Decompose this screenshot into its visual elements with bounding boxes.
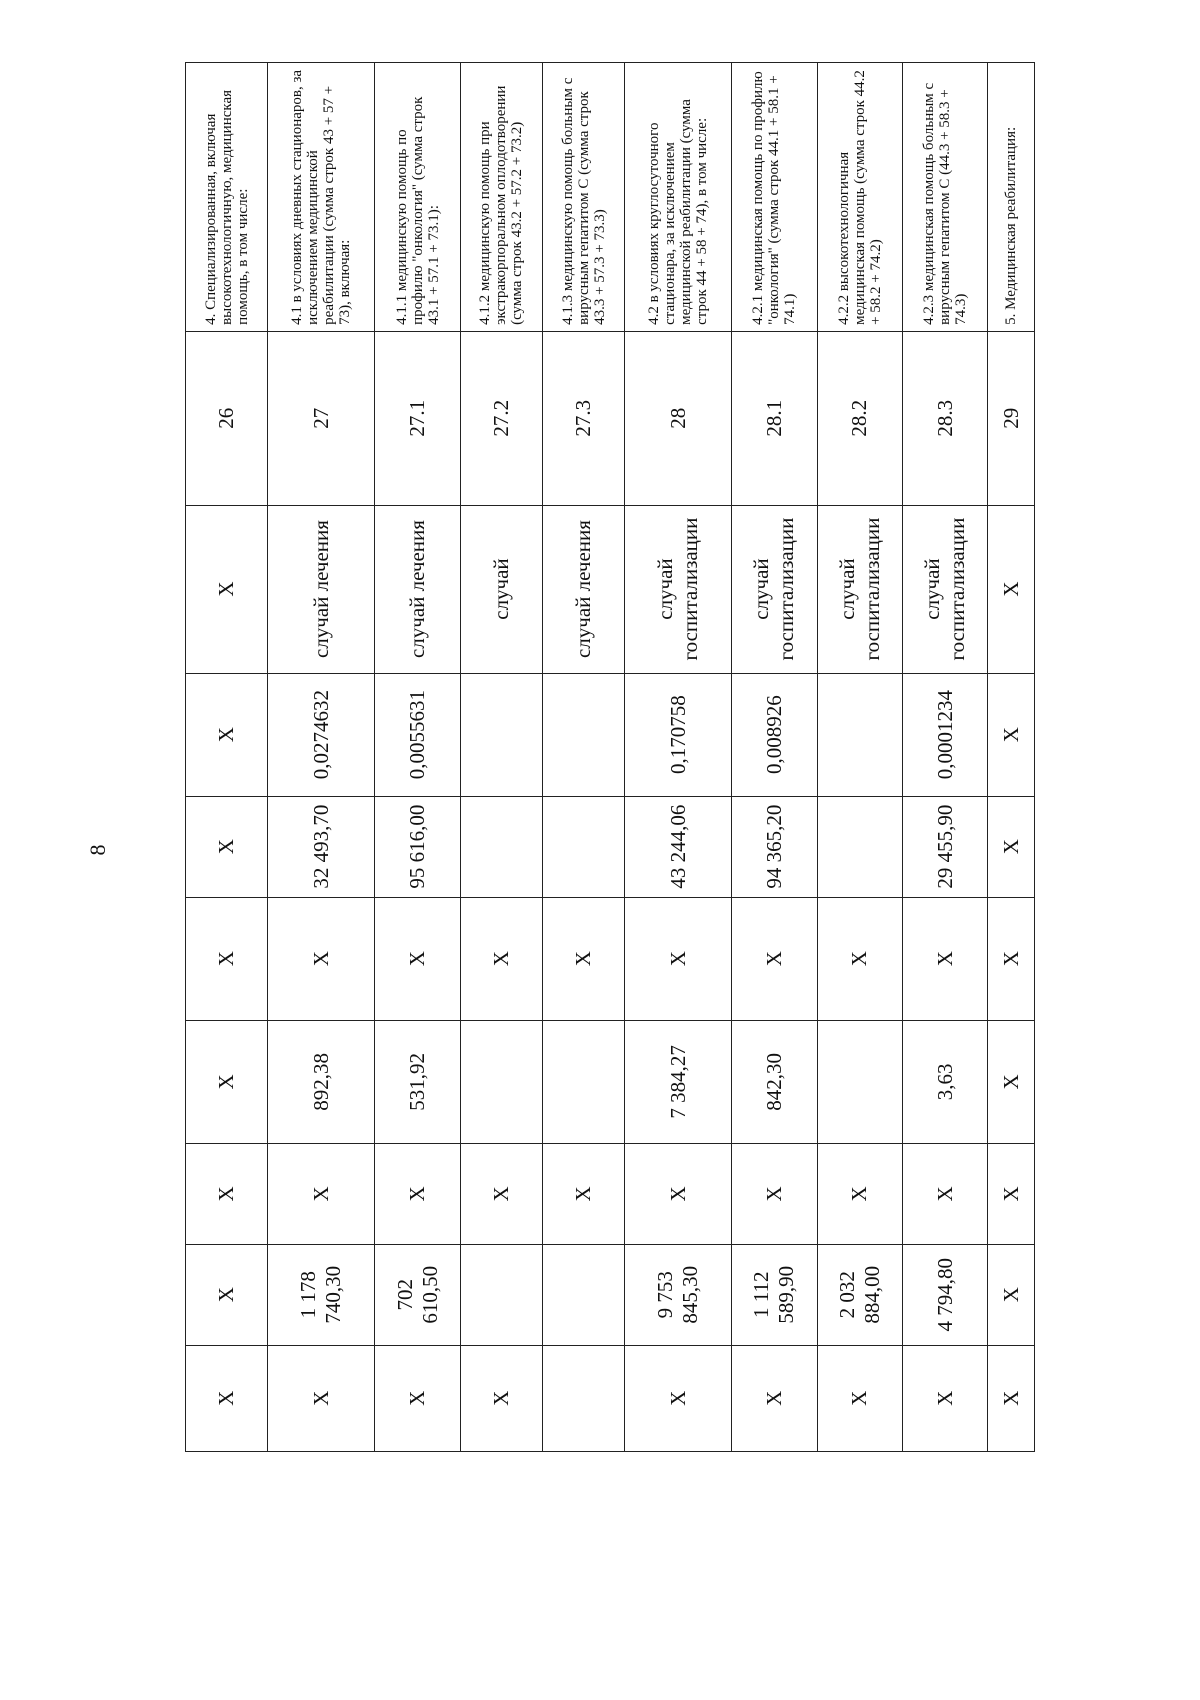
- cell-col-6: 892,38: [268, 1020, 375, 1143]
- cell-col-8: 9 753 845,30: [625, 1244, 732, 1345]
- cell-col-9: X: [460, 1345, 542, 1451]
- cell-col-6: X: [988, 1020, 1035, 1143]
- cell-col-7: X: [988, 1143, 1035, 1244]
- cell-col-5: X: [903, 897, 988, 1020]
- line-number-cell: 29: [988, 331, 1035, 505]
- unit-cell: случай госпитализации: [625, 505, 732, 673]
- line-number-cell: 27.2: [460, 331, 542, 505]
- unit-cell: случай госпитализации: [903, 505, 988, 673]
- table-row: [375, 63, 460, 1452]
- cell-col-3: 0,0001234: [903, 673, 988, 796]
- rotated-table-container: [185, 62, 1035, 1452]
- cell-col-7: X: [732, 1143, 817, 1244]
- line-number-cell: 27: [268, 331, 375, 505]
- cell-col-6: [817, 1020, 902, 1143]
- cell-col-8: 1 112 589,90: [732, 1244, 817, 1345]
- line-number-cell: 26: [186, 331, 268, 505]
- cell-col-9: X: [817, 1345, 902, 1451]
- indicator-name-cell: 4. Специализированная, включая высокотехнологичную, медицинская помощь, в том числе:: [186, 63, 268, 332]
- cell-col-7: X: [268, 1143, 375, 1244]
- cell-col-9: X: [268, 1345, 375, 1451]
- table-row: [268, 63, 375, 1452]
- cell-col-8: X: [186, 1244, 268, 1345]
- cell-col-6: 3,63: [903, 1020, 988, 1143]
- cell-col-8: X: [988, 1244, 1035, 1345]
- cell-col-5: X: [732, 897, 817, 1020]
- cell-col-7: X: [460, 1143, 542, 1244]
- cell-col-7: X: [186, 1143, 268, 1244]
- cell-col-3: 0,170758: [625, 673, 732, 796]
- indicator-name-cell: 4.1.3 медицинскую помощь больным с вирусным гепатитом С (сумма строк 43.3 + 57.3 + 73.3): [542, 63, 624, 332]
- cell-col-3: [542, 673, 624, 796]
- cell-col-6: [460, 1020, 542, 1143]
- line-number-cell: 27.3: [542, 331, 624, 505]
- line-number-cell: 28.3: [903, 331, 988, 505]
- table-body: [186, 63, 1035, 1452]
- line-number-cell: 28.2: [817, 331, 902, 505]
- cell-col-4: 94 365,20: [732, 796, 817, 897]
- table-row: [732, 63, 817, 1452]
- cell-col-3: 0,0055631: [375, 673, 460, 796]
- cell-col-9: X: [988, 1345, 1035, 1451]
- indicator-name-cell: 4.1.2 медицинскую помощь при экстракорпоральном оплодотворении (сумма строк 43.2 + 57.2 + 73.2): [460, 63, 542, 332]
- unit-cell: случай лечения: [375, 505, 460, 673]
- unit-cell: X: [186, 505, 268, 673]
- cell-col-5: X: [268, 897, 375, 1020]
- cell-col-3: 0,0274632: [268, 673, 375, 796]
- indicator-name-cell: 4.2.2 высокотехнологичная медицинская помощь (сумма строк 44.2 + 58.2 + 74.2): [817, 63, 902, 332]
- cell-col-9: X: [375, 1345, 460, 1451]
- cell-col-3: X: [988, 673, 1035, 796]
- indicator-name-cell: 4.1.1 медицинскую помощь по профилю "онкология" (сумма строк 43.1 + 57.1 + 73.1):: [375, 63, 460, 332]
- cell-col-4: 29 455,90: [903, 796, 988, 897]
- cell-col-3: [817, 673, 902, 796]
- table-row: [625, 63, 732, 1452]
- cell-col-8: 2 032 884,00: [817, 1244, 902, 1345]
- cell-col-4: [817, 796, 902, 897]
- cell-col-9: X: [732, 1345, 817, 1451]
- indicator-name-cell: 4.2.1 медицинская помощь по профилю "онкология" (сумма строк 44.1 + 58.1 + 74.1): [732, 63, 817, 332]
- page-number: 8: [85, 844, 110, 856]
- cell-col-4: X: [186, 796, 268, 897]
- cell-col-4: [460, 796, 542, 897]
- unit-cell: случай госпитализации: [732, 505, 817, 673]
- cell-col-5: X: [542, 897, 624, 1020]
- cell-col-8: 4 794,80: [903, 1244, 988, 1345]
- table-box: [185, 62, 1035, 1452]
- cell-col-9: [542, 1345, 624, 1451]
- table-row: [817, 63, 902, 1452]
- cell-col-7: X: [625, 1143, 732, 1244]
- cell-col-5: X: [375, 897, 460, 1020]
- cell-col-4: 95 616,00: [375, 796, 460, 897]
- cell-col-9: X: [625, 1345, 732, 1451]
- cell-col-5: X: [988, 897, 1035, 1020]
- unit-cell: случай лечения: [268, 505, 375, 673]
- cell-col-7: X: [375, 1143, 460, 1244]
- line-number-cell: 28.1: [732, 331, 817, 505]
- cell-col-3: X: [186, 673, 268, 796]
- line-number-cell: 28: [625, 331, 732, 505]
- cell-col-7: X: [817, 1143, 902, 1244]
- cell-col-5: X: [460, 897, 542, 1020]
- cell-col-5: X: [817, 897, 902, 1020]
- cell-col-3: 0,008926: [732, 673, 817, 796]
- unit-cell: случай: [460, 505, 542, 673]
- unit-cell: случай лечения: [542, 505, 624, 673]
- cell-col-7: X: [903, 1143, 988, 1244]
- cell-col-9: X: [186, 1345, 268, 1451]
- indicator-name-cell: 5. Медицинская реабилитация:: [988, 63, 1035, 332]
- cell-col-4: 43 244,06: [625, 796, 732, 897]
- cell-col-5: X: [625, 897, 732, 1020]
- cell-col-8: [542, 1244, 624, 1345]
- table-row: [460, 63, 542, 1452]
- cell-col-4: [542, 796, 624, 897]
- cell-col-8: [460, 1244, 542, 1345]
- cell-col-4: X: [988, 796, 1035, 897]
- cell-col-3: [460, 673, 542, 796]
- cell-col-9: X: [903, 1345, 988, 1451]
- cell-col-5: X: [186, 897, 268, 1020]
- cell-col-6: 531,92: [375, 1020, 460, 1143]
- table-row: [988, 63, 1035, 1452]
- indicator-name-cell: 4.2.3 медицинская помощь больным с вирусным гепатитом С (44.3 + 58.3 + 74.3): [903, 63, 988, 332]
- cell-col-6: [542, 1020, 624, 1143]
- cell-col-6: 7 384,27: [625, 1020, 732, 1143]
- indicator-name-cell: 4.2 в условиях круглосуточного стационара, за исключением медицинской реабилитации (сумма строк 44 + 58 + 74), в том числе:: [625, 63, 732, 332]
- unit-cell: случай госпитализации: [817, 505, 902, 673]
- table-row: [542, 63, 624, 1452]
- cell-col-6: X: [186, 1020, 268, 1143]
- table-row: [186, 63, 268, 1452]
- cell-col-7: X: [542, 1143, 624, 1244]
- cell-col-6: 842,30: [732, 1020, 817, 1143]
- unit-cell: X: [988, 505, 1035, 673]
- line-number-cell: 27.1: [375, 331, 460, 505]
- table-row: [903, 63, 988, 1452]
- cell-col-8: 702 610,50: [375, 1244, 460, 1345]
- indicator-name-cell: 4.1 в условиях дневных стационаров, за исключением медицинской реабилитации (сумма строк 43 + 57 + 73), включая:: [268, 63, 375, 332]
- data-table: [185, 62, 1035, 1452]
- cell-col-4: 32 493,70: [268, 796, 375, 897]
- cell-col-8: 1 178 740,30: [268, 1244, 375, 1345]
